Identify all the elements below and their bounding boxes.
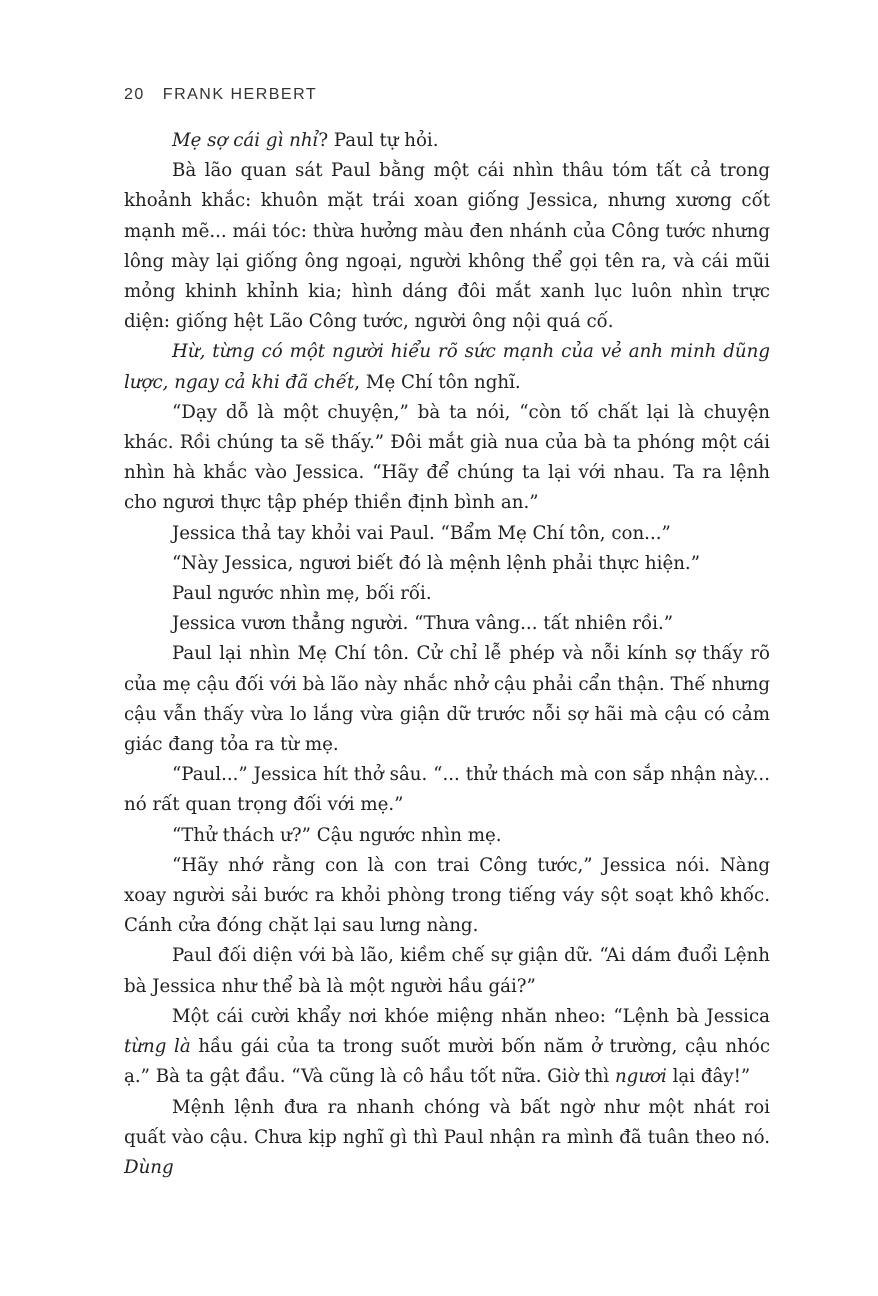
text-run: Jessica vươn thẳng người. “Thưa vâng... tất nhiên rồi.” [172,613,674,635]
paragraph [124,760,770,820]
text-run: Jessica thả tay khỏi vai Paul. “Bẩm Mẹ Chí tôn, con...” [172,522,671,544]
text-run: Paul đối diện với bà lão, kiềm chế sự giận dữ. “Ai dám đuổi Lệnh bà Jessica như thể bà là một người hầu gái?” [124,945,770,997]
text-run: Paul ngước nhìn mẹ, bối rối. [172,583,432,605]
page-number: 20 [124,86,145,103]
paragraph [124,851,770,942]
text-run: ? Paul tự hỏi. [318,130,439,151]
text-run: Paul lại nhìn Mẹ Chí tôn. Cử chỉ lễ phép và nỗi kính sợ thấy rõ của mẹ cậu đối với bà lão này nhắc nhở cậu phải cẩn thận. Thế nhưng cậu vẫn thấy vừa lo lắng vừa giận dữ trước nỗi sợ hãi mà cậu có cảm giác đang tỏa ra từ mẹ. [124,643,770,756]
paragraph [124,156,770,337]
text-run: “Này Jessica, ngươi biết đó là mệnh lệnh phải thực hiện.” [172,552,701,574]
text-run: “Hãy nhớ rằng con là con trai Công tước,” Jessica nói. Nàng xoay người sải bước ra khỏi phòng trong tiếng váy sột soạt khô khốc. Cánh cửa đóng chặt lại sau lưng nàng. [124,854,770,937]
running-header [124,86,317,104]
paragraph [124,549,770,579]
text-run: Bà lão quan sát Paul bằng một cái nhìn thâu tóm tất cả trong khoảnh khắc: khuôn mặt trái xoan giống Jessica, nhưng xương cốt mạnh mẽ... mái tóc: thừa hưởng màu đen nhánh của Công tước nhưng lông mày lại giống ông ngoại, người không thể gọi tên ra, và cái mũi mỏng khinh khỉnh kia; hình dáng đôi mắt xanh lục luôn nhìn trực diện: giống hệt Lão Công tước, người ông nội quá cố. [124,160,770,333]
text-run: hầu gái của ta trong suốt mười bốn năm ở trường, cậu nhóc ạ.” Bà ta gật đầu. “Và cũng là cô hầu tốt nữa. Giờ thì [124,1036,770,1088]
paragraph [124,609,770,639]
paragraph [124,639,770,760]
paragraph [124,941,770,1001]
paragraph [124,519,770,549]
text-run: , Mẹ Chí tôn nghĩ. [354,371,521,393]
text-run: “Paul...” Jessica hít thở sâu. “... thử thách mà con sắp nhận này... nó rất quan trọng đối với mẹ.” [124,764,770,816]
paragraph [124,1002,770,1093]
italic-text: Dùng [124,1156,174,1178]
text-run: Một cái cười khẩy nơi khóe miệng nhăn nheo: “Lệnh bà Jessica [172,1005,770,1027]
author-name: FRANK HERBERT [162,86,318,103]
italic-text: ngươi [614,1066,667,1088]
italic-text: Mẹ sợ cái gì nhỉ [172,130,319,151]
text-run: “Dạy dỗ là một chuyện,” bà ta nói, “còn tố chất lại là chuyện khác. Rồi chúng ta sẽ thấy.” Đôi mắt già nua của bà ta phóng một cái nhìn hà khắc vào Jessica. “Hãy để chúng ta lại với nhau. Ta ra lệnh cho ngươi thực tập phép thiền định bình an.” [124,401,770,514]
paragraph [124,398,770,519]
paragraph [124,821,770,851]
paragraph [124,579,770,609]
paragraph [124,126,770,156]
text-run: “Thử thách ư?” Cậu ngước nhìn mẹ. [172,824,502,846]
body-text [124,126,770,1183]
italic-text: Hừ, từng có một người hiểu rõ sức mạnh của vẻ anh minh dũng lược, ngay cả khi đã chết [124,341,770,393]
italic-text: từng là [124,1036,191,1058]
paragraph [124,1093,770,1184]
text-run: lại đây!” [666,1066,751,1088]
text-run: Mệnh lệnh đưa ra nhanh chóng và bất ngờ như một nhát roi quất vào cậu. Chưa kịp nghĩ gì thì Paul nhận ra mình đã tuân theo nó. [124,1096,770,1148]
paragraph [124,337,770,397]
